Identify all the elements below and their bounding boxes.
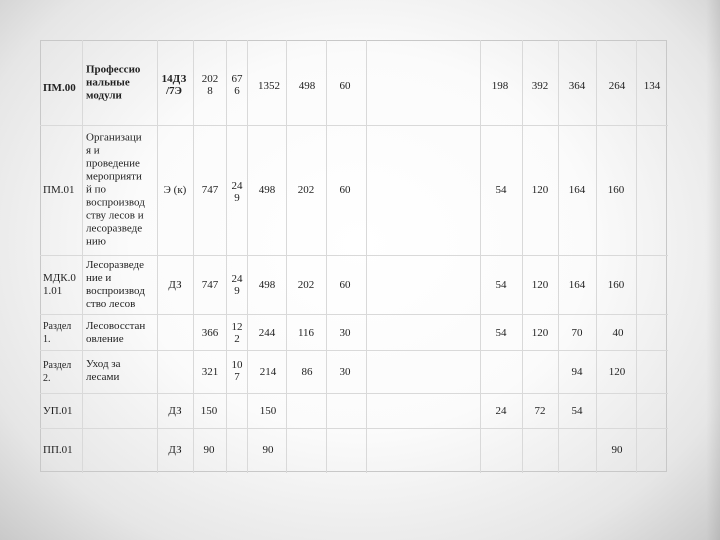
cell: 150 xyxy=(259,405,277,417)
cell: 12 2 xyxy=(231,321,243,345)
cell-form: Э (к) xyxy=(163,184,187,196)
cell: 86 xyxy=(301,366,313,378)
cell-form: 14ДЗ /7Э xyxy=(161,73,187,97)
grid-line xyxy=(40,428,668,429)
cell: 150 xyxy=(200,405,218,417)
cell: 10 7 xyxy=(231,359,243,383)
grid-line xyxy=(40,255,668,256)
row-code: ПП.01 xyxy=(43,444,73,456)
cell: 747 xyxy=(201,279,219,291)
grid-line xyxy=(226,40,227,473)
cell: 67 6 xyxy=(231,73,243,97)
grid-line xyxy=(366,40,367,473)
cell: 366 xyxy=(201,327,219,339)
cell: 54 xyxy=(495,327,507,339)
cell: 202 8 xyxy=(201,73,219,97)
cell: 392 xyxy=(531,80,549,92)
cell: 72 xyxy=(534,405,546,417)
grid-line xyxy=(157,40,158,473)
cell: 264 xyxy=(608,80,626,92)
cell: 30 xyxy=(339,366,351,378)
cell: 498 xyxy=(298,80,316,92)
cell: 120 xyxy=(531,279,549,291)
cell: 164 xyxy=(568,279,586,291)
cell: 164 xyxy=(568,184,586,196)
cell: 60 xyxy=(339,279,351,291)
cell: 747 xyxy=(201,184,219,196)
cell-form: ДЗ xyxy=(168,405,182,417)
cell: 198 xyxy=(491,80,509,92)
cell: 214 xyxy=(259,366,277,378)
cell: 160 xyxy=(607,279,625,291)
cell: 244 xyxy=(258,327,276,339)
row-name: Организаци я и проведение мероприяти й по воспроизвод ству лесов и лесоразведе нию xyxy=(86,131,145,248)
row-code: УП.01 xyxy=(43,405,73,417)
cell: 90 xyxy=(262,444,274,456)
grid-line xyxy=(286,40,287,473)
row-name: Лесовосстан овление xyxy=(86,320,146,345)
grid-line xyxy=(326,40,327,473)
grid-line xyxy=(40,125,668,126)
cell: 1352 xyxy=(258,80,280,92)
slide-edge-shadow xyxy=(706,0,720,540)
row-name: Профессио нальные модули xyxy=(86,63,141,102)
grid-line xyxy=(558,40,559,473)
row-name: Лесоразведе ние и воспроизвод ство лесов xyxy=(86,259,145,310)
cell: 120 xyxy=(608,366,626,378)
cell: 498 xyxy=(258,184,276,196)
cell: 94 xyxy=(571,366,583,378)
grid-line xyxy=(40,393,668,394)
cell: 54 xyxy=(495,184,507,196)
cell: 202 xyxy=(297,184,315,196)
grid-line xyxy=(247,40,248,473)
cell: 60 xyxy=(339,184,351,196)
row-code: МДК.0 1.01 xyxy=(43,272,76,297)
row-code: Раздел 1. xyxy=(43,321,72,345)
cell: 120 xyxy=(531,184,549,196)
row-name: Уход за лесами xyxy=(86,358,121,383)
cell: 24 9 xyxy=(231,180,243,204)
grid-line xyxy=(596,40,597,473)
cell: 321 xyxy=(201,366,219,378)
cell: 90 xyxy=(611,444,623,456)
cell: 134 xyxy=(643,80,661,92)
grid-line xyxy=(193,40,194,473)
cell: 90 xyxy=(203,444,215,456)
cell: 24 9 xyxy=(231,273,243,297)
cell: 60 xyxy=(339,80,351,92)
cell: 498 xyxy=(258,279,276,291)
cell: 70 xyxy=(571,327,583,339)
row-code: Раздел 2. xyxy=(43,360,72,384)
grid-line xyxy=(480,40,481,473)
cell-form: ДЗ xyxy=(168,444,182,456)
cell: 40 xyxy=(612,327,624,339)
grid-line xyxy=(636,40,637,473)
cell: 24 xyxy=(495,405,507,417)
row-code: ПМ.01 xyxy=(43,184,75,196)
cell: 364 xyxy=(568,80,586,92)
row-code: ПМ.00 xyxy=(43,82,76,94)
cell-form: ДЗ xyxy=(168,279,182,291)
cell: 202 xyxy=(297,279,315,291)
cell: 160 xyxy=(607,184,625,196)
grid-line xyxy=(40,314,668,315)
grid-line xyxy=(522,40,523,473)
cell: 116 xyxy=(297,327,315,339)
cell: 120 xyxy=(531,327,549,339)
cell: 30 xyxy=(339,327,351,339)
cell: 54 xyxy=(495,279,507,291)
cell: 54 xyxy=(571,405,583,417)
grid-line xyxy=(40,350,668,351)
grid-line xyxy=(82,40,83,473)
